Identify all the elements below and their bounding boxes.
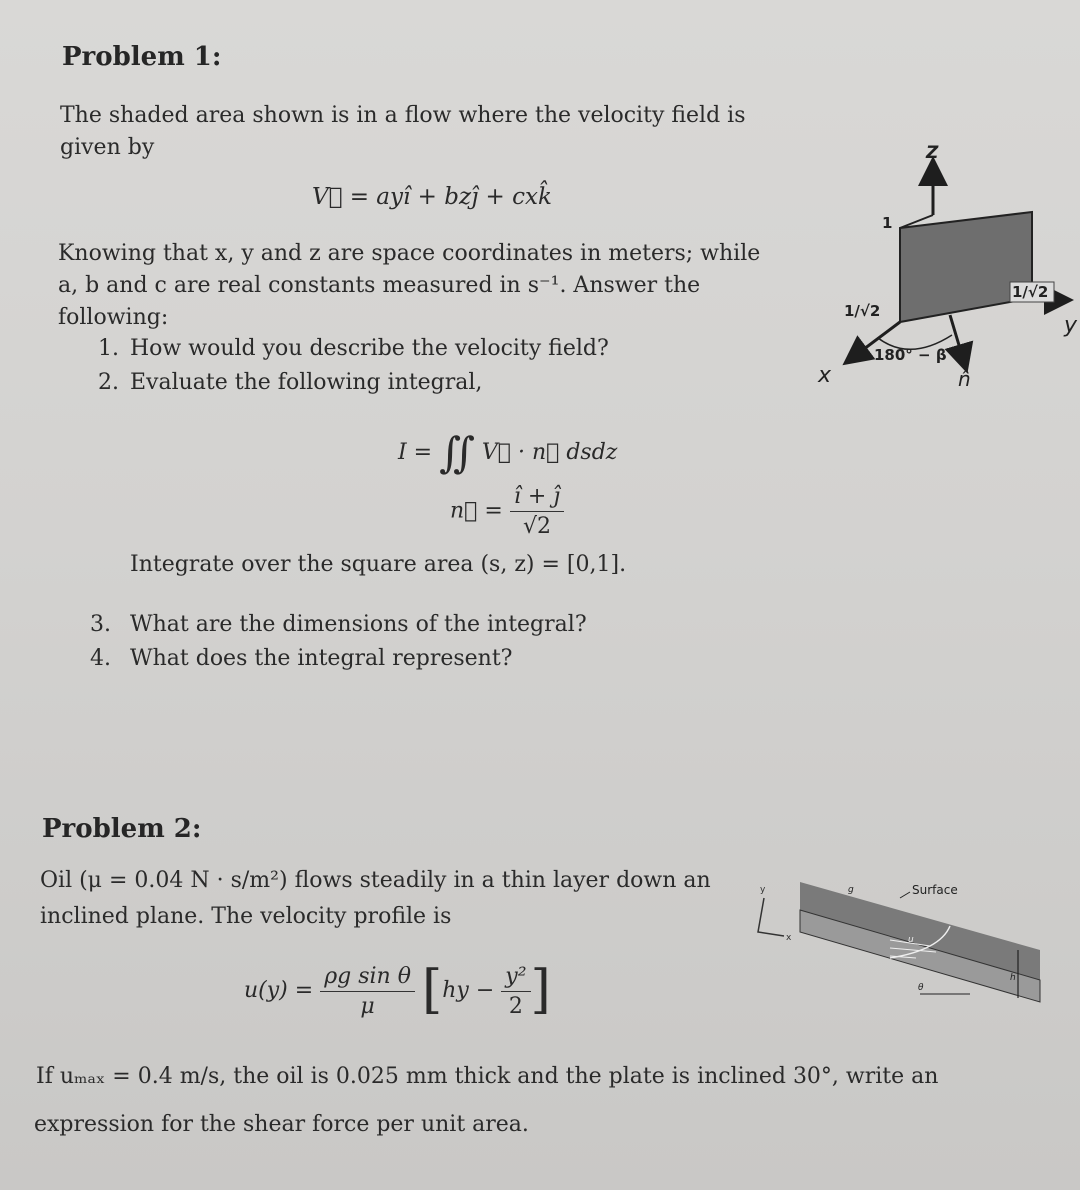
u-denominator: μ xyxy=(360,993,375,1019)
bracket-denominator: 2 xyxy=(508,993,523,1019)
z-label: Z xyxy=(926,143,939,163)
question-4-text: What does the integral represent? xyxy=(130,646,513,671)
question-3 xyxy=(90,612,587,637)
question-2-number: 2. xyxy=(98,370,119,395)
normal-denominator: √2 xyxy=(522,514,551,539)
integrand: V⃗ · n⃗ dsdz xyxy=(481,440,618,465)
normal-vector-equation xyxy=(450,484,564,539)
normal-vector-arrow xyxy=(950,315,964,362)
question-1-number: 1. xyxy=(98,336,119,361)
integrate-over-text: Integrate over the square area (s, z) = [0,1]. xyxy=(130,552,627,577)
u-fraction xyxy=(320,964,415,1019)
problem1-heading: Problem 1: xyxy=(62,42,222,72)
left-bracket: [ xyxy=(421,960,443,1020)
problem1-knowing: Knowing that x, y and z are space coordinates in meters; while a, b and c are real constants measured in s⁻¹. Answer the following: xyxy=(58,241,761,330)
h-label: h xyxy=(1010,973,1016,983)
question-1 xyxy=(98,336,609,361)
normal-lhs: n⃗ = xyxy=(450,498,503,524)
u-lhs: u(y) = xyxy=(244,978,314,1003)
u-profile-label: u xyxy=(908,935,914,945)
n-hat-label: n̂ xyxy=(958,367,971,391)
normal-fraction xyxy=(510,484,564,539)
question-2-text: Evaluate the following integral, xyxy=(130,370,483,395)
bracket-fraction xyxy=(501,964,530,1019)
velocity-profile-equation xyxy=(244,960,551,1020)
question-4-number: 4. xyxy=(90,646,111,671)
problem2-intro-line2: inclined plane. The velocity profile is xyxy=(40,904,452,929)
small-y-axis-label: y xyxy=(760,885,766,895)
question-2 xyxy=(98,370,482,395)
question-3-number: 3. xyxy=(90,612,111,637)
velocity-equation: V⃗ = ayî + bzĵ + cxk̂ xyxy=(312,184,552,210)
right-bracket: ] xyxy=(530,960,551,1020)
question-1-text: How would you describe the velocity field? xyxy=(130,336,609,361)
one-label: 1 xyxy=(882,214,893,232)
figure-2-inclined-plane xyxy=(740,870,1060,1030)
left-root-label: 1/√2 xyxy=(844,302,881,320)
surface-label: Surface xyxy=(912,883,958,897)
question-4 xyxy=(90,646,512,671)
g-label: g xyxy=(848,885,854,895)
problem2-intro-line1: Oil (μ = 0.04 N · s/m²) flows steadily in a thin layer down an xyxy=(40,868,711,893)
double-integral-sign: ∬ xyxy=(439,428,475,477)
small-x-axis-label: x xyxy=(786,933,792,943)
angle-label: 180° − β xyxy=(874,346,947,364)
bracket-term: hy − xyxy=(442,978,495,1003)
integral-lhs: I = xyxy=(398,440,433,465)
shaded-square-area xyxy=(900,212,1032,322)
normal-numerator: î + ĵ xyxy=(510,484,564,512)
small-axes xyxy=(758,898,784,936)
problem2-final-line2: expression for the shear force per unit area. xyxy=(34,1112,529,1137)
problem1-intro: The shaded area shown is in a flow where the velocity field is given by xyxy=(60,103,746,160)
question-3-text: What are the dimensions of the integral? xyxy=(130,612,587,637)
u-numerator: ρg sin θ xyxy=(320,964,415,992)
right-root-label: 1/√2 xyxy=(1012,283,1049,301)
y-label: y xyxy=(1064,313,1078,338)
x-label: x xyxy=(818,363,832,388)
problem2-heading: Problem 2: xyxy=(42,814,202,844)
bracket-numerator: y² xyxy=(501,964,530,992)
problem2-final-line1: If uₘₐₓ = 0.4 m/s, the oil is 0.025 mm thick and the plate is inclined 30°, write an xyxy=(36,1064,939,1089)
theta-label: θ xyxy=(918,983,924,993)
figure-1-shaded-plane xyxy=(800,130,1080,400)
integral-equation xyxy=(398,428,617,477)
